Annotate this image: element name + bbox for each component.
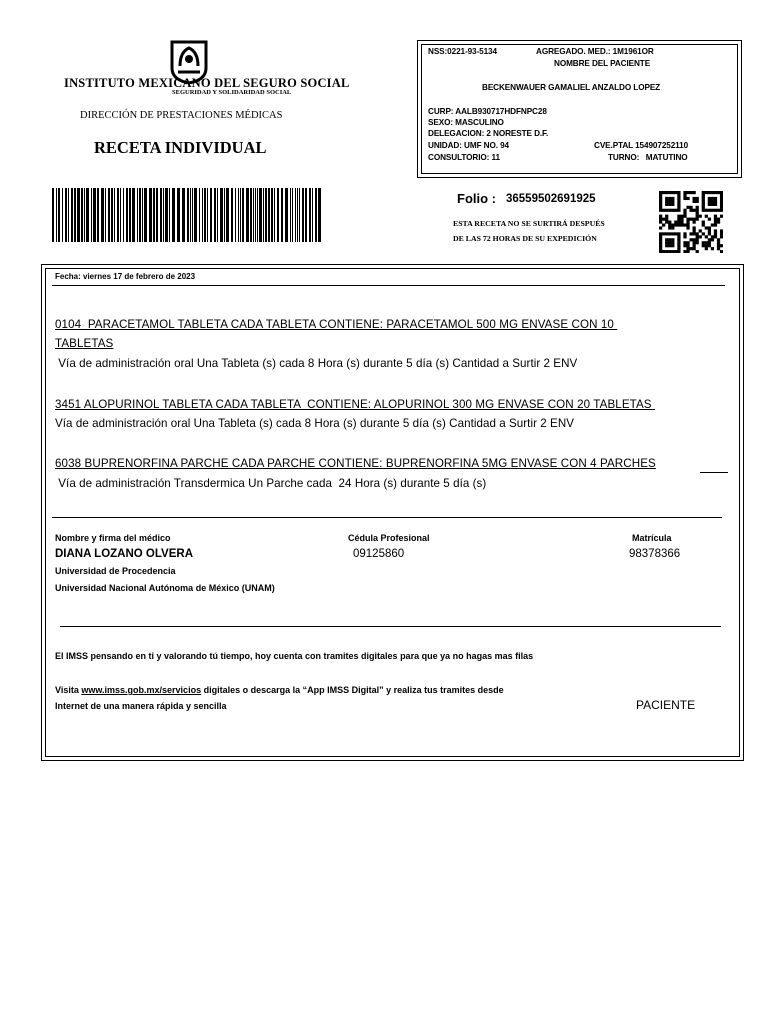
footer-visit-prefix: Visita bbox=[55, 685, 82, 695]
university: Universidad Nacional Autónoma de México (UNAM) bbox=[55, 583, 275, 593]
footer-visit-suffix: digitales o descarga la “App IMSS Digital” y realiza tus tramites desde bbox=[201, 685, 504, 695]
curp: CURP: AALB930717HDFNPC28 bbox=[428, 107, 547, 116]
underline-extension bbox=[700, 472, 728, 473]
unidad: UNIDAD: UMF NO. 94 bbox=[428, 141, 509, 150]
direction-title: DIRECCIÓN DE PRESTACIONES MÉDICAS bbox=[80, 110, 283, 121]
signature-line bbox=[60, 626, 721, 627]
doctor-name: DIANA LOZANO OLVERA bbox=[55, 548, 193, 560]
doctor-name-label: Nombre y firma del médico bbox=[55, 533, 171, 543]
footer-line3: Internet de una manera rápida y sencilla bbox=[55, 701, 227, 711]
medication-1-instructions: Vía de administración oral Una Tableta (s) cada 8 Hora (s) durante 5 día (s) Cantidad a Surtir 2 ENV bbox=[55, 357, 578, 370]
patient-name-label: NOMBRE DEL PACIENTE bbox=[554, 59, 651, 68]
medication-1-title: 0104 PARACETAMOL TABLETA CADA TABLETA CONTIENE: PARACETAMOL 500 MG ENVASE CON 10 bbox=[55, 318, 618, 331]
medication-1-title-cont: TABLETAS bbox=[55, 337, 114, 350]
footer-visit-line bbox=[55, 685, 504, 695]
institution-name: INSTITUTO MEXICANO DEL SEGURO SOCIAL bbox=[64, 76, 350, 90]
consultorio: CONSULTORIO: 11 bbox=[428, 153, 500, 162]
university-label: Universidad de Procedencia bbox=[55, 566, 176, 576]
divider bbox=[52, 517, 722, 518]
barcode bbox=[52, 188, 322, 242]
medication-3-title: 6038 BUPRENORFINA PARCHE CADA PARCHE CONTIENE: BUPRENORFINA 5MG ENVASE CON 4 PARCHES bbox=[55, 457, 656, 470]
medication-2-instructions: Vía de administración oral Una Tableta (s) cada 8 Hora (s) durante 5 día (s) Cantidad a Surtir 2 ENV bbox=[55, 417, 575, 430]
issue-date: Fecha: viernes 17 de febrero de 2023 bbox=[55, 272, 196, 281]
institution-subtitle: SEGURIDAD Y SOLIDARIDAD SOCIAL bbox=[172, 89, 292, 96]
expiry-notice-line1: ESTA RECETA NO SE SURTIRÁ DESPUÉS bbox=[453, 219, 605, 228]
expiry-notice-line2: DE LAS 72 HORAS DE SU EXPEDICIÓN bbox=[453, 234, 597, 243]
medication-2-title: 3451 ALOPURINOL TABLETA CADA TABLETA CONTIENE: ALOPURINOL 300 MG ENVASE CON 20 TABLETAS bbox=[55, 398, 655, 411]
medication-3-instructions: Vía de administración Transdermica Un Parche cada 24 Hora (s) durante 5 día (s) bbox=[55, 477, 487, 490]
matricula-value: 98378366 bbox=[629, 548, 681, 560]
nss: NSS:0221-93-5134 bbox=[428, 47, 497, 56]
copy-label: PACIENTE bbox=[636, 698, 696, 712]
folio-value: 36559502691925 bbox=[506, 193, 596, 205]
turno: TURNO: MATUTINO bbox=[608, 153, 688, 162]
patient-name: BECKENWAUER GAMALIEL ANZALDO LOPEZ bbox=[482, 83, 661, 92]
divider bbox=[52, 285, 725, 286]
cedula-label: Cédula Profesional bbox=[348, 533, 430, 543]
imss-services-link[interactable]: www.imss.gob.mx/servicios bbox=[81, 685, 202, 695]
document-title: RECETA INDIVIDUAL bbox=[94, 138, 267, 157]
cedula-value: 09125860 bbox=[353, 548, 405, 560]
cve-ptal: CVE.PTAL 154907252110 bbox=[594, 141, 689, 150]
sexo: SEXO: MASCULINO bbox=[428, 118, 504, 127]
delegacion: DELEGACION: 2 NORESTE D.F. bbox=[428, 129, 549, 138]
folio-label: Folio : bbox=[457, 191, 496, 206]
matricula-label: Matrícula bbox=[632, 533, 672, 543]
patient-info-box bbox=[417, 40, 742, 178]
agregado-medico: AGREGADO. MED.: 1M1961OR bbox=[536, 47, 654, 56]
qr-code bbox=[659, 191, 723, 253]
footer-message: El IMSS pensando en ti y valorando tú tiempo, hoy cuenta con tramites digitales para que ya no hagas mas filas bbox=[55, 651, 534, 661]
